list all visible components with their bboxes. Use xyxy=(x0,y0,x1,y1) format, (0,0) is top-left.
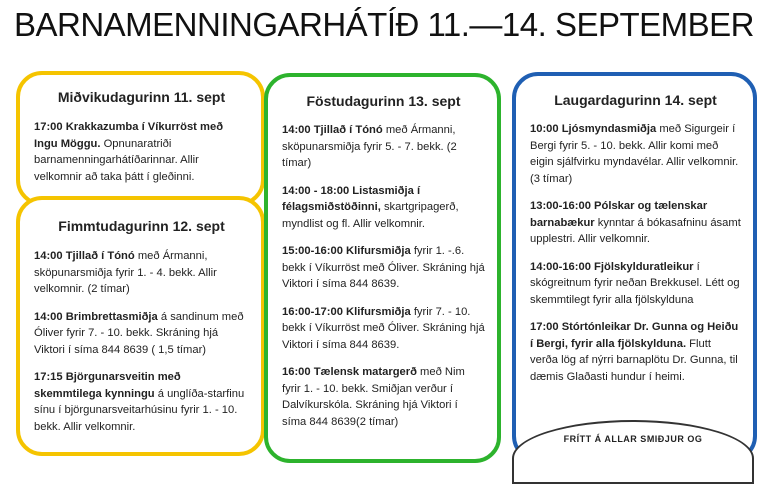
event-item xyxy=(530,259,741,309)
event-text: á sandinum með Óliver fyrir 7. - 10. bekk. Skráning hjá Viktori í síma 844 8639 ( 1,5 tímar) xyxy=(34,310,244,356)
event-title: 13:00-16:00 Pólskar og tælenskar barnabækur xyxy=(530,200,708,229)
event-title: 16:00 Tælensk matargerð xyxy=(282,366,417,378)
wednesday-box xyxy=(16,71,265,206)
event-title: 14:00 Brimbrettasmiðja xyxy=(34,310,158,323)
event-item xyxy=(34,119,249,185)
friday-box xyxy=(264,73,501,463)
event-title: 17:00 Stórtónleikar Dr. Gunna og Heiðu í Bergi, fyrir alla fjölskylduna. xyxy=(530,321,739,350)
event-title: 14:00 Tjillað í Tónó xyxy=(282,124,383,136)
event-text: skartgripagerð, myndlist og fl. Allir velkomnir. xyxy=(282,201,459,230)
event-title: 16:00-17:00 Klifursmiðja xyxy=(282,305,411,318)
wednesday-heading: Miðvikudagurinn 11. sept xyxy=(57,89,226,105)
event-text: Opnunaratriði barnamenningarhátíðarinnar. Allir velkomnir að taka þátt í gleðinni. xyxy=(34,137,199,183)
event-title: 17:00 Krakkazumba í Víkurröst með Ingu Möggu. xyxy=(34,121,224,150)
event-text: fyrir 7. - 10. bekk í Víkurröst með Óliver. Skráning hjá Viktori í síma 844 8639. xyxy=(282,305,485,351)
event-text: með Ármanni, sköpunarsmiðja fyrir 1. - 4. bekk. Allir velkomnir. (2 tímar) xyxy=(34,250,217,295)
thursday-box xyxy=(16,196,265,456)
event-item xyxy=(34,248,249,298)
saturday-heading: Laugardagurinn 14. sept xyxy=(554,92,717,108)
event-text: með Nim fyrir 1. - 10. bekk. Smiðjan verður í Dalvíkurskóla. Skráning hjá Viktori í síma 844 8639(2 tímar) xyxy=(282,366,465,428)
event-item xyxy=(282,304,485,354)
event-item xyxy=(282,183,485,233)
event-text: með Ármanni, sköpunarsmiðja fyrir 5. - 7. bekk. (2 tímar) xyxy=(282,124,457,169)
event-text: Flutt verða lög af nýrri barnaplötu Dr. Gunna, til dæmis Glaðasti hundur í heimi. xyxy=(530,337,738,383)
event-text: í skógreitnum fyrir neðan Brekkusel. Létt og skemmtilegt fyrir alla fjölskylduna xyxy=(530,260,740,306)
event-item xyxy=(530,121,741,187)
friday-heading: Föstudagurinn 13. sept xyxy=(306,93,461,109)
event-text: á unglíða-starfinu sínu í björgunarsveitarhúsinu fyrir 1. - 10. bekk. Allir velkomnir. xyxy=(34,387,245,433)
event-text: með Sigurgeir í Bergi fyrir 5. - 10. bekk. Allir komi með eigin sjálfvirku myndavélar. Allir velkomnir. (3 tímar) xyxy=(530,123,739,185)
event-item xyxy=(34,369,249,435)
event-text: kynntar á bókasafninu ásamt upplestri. Allir velkomnir. xyxy=(530,216,741,245)
event-title: 10:00 Ljósmyndasmiðja xyxy=(530,123,657,135)
event-title: 17:15 Björgunarsveitin með skemmtilega kynningu xyxy=(34,371,181,400)
event-item xyxy=(530,319,741,385)
event-item xyxy=(34,309,249,359)
event-item xyxy=(282,122,485,172)
page-title: BARNAMENNINGARHÁTÍÐ 11.—14. SEPTEMBER xyxy=(13,6,755,43)
thursday-heading: Fimmtudagurinn 12. sept xyxy=(58,218,225,234)
event-item xyxy=(282,364,485,430)
event-item xyxy=(530,198,741,248)
saturday-box xyxy=(512,72,757,462)
event-title: 14:00 Tjillað í Tónó xyxy=(34,250,135,262)
event-title: 14:00 - 18:00 Listasmiðja í félagsmiðstöðinni, xyxy=(282,184,421,213)
event-text: fyrir 1. -.6. bekk í Víkurröst með Óliver. Skráning hjá Viktori í síma 844 8639. xyxy=(282,245,485,290)
event-title: 15:00-16:00 Klifursmiðja xyxy=(282,245,411,257)
event-title: 14:00-16:00 Fjölskylduratleikur xyxy=(530,260,694,273)
event-item xyxy=(282,243,485,293)
cloud-text: FRÍTT Á ALLAR SMIÐJUR OG xyxy=(563,434,703,444)
